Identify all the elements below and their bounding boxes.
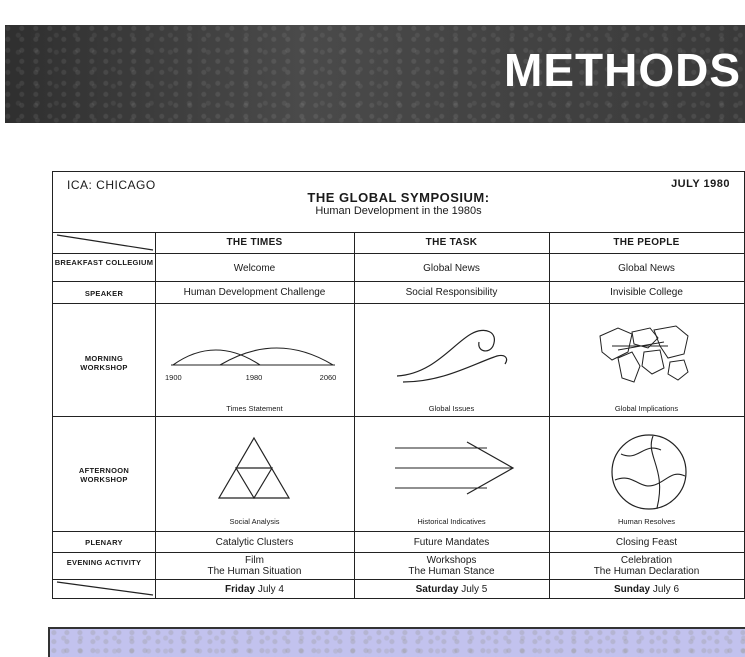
timeline-arcs-illustration — [165, 337, 345, 377]
triangle-illustration — [217, 436, 292, 502]
caption-global-implications: Global Implications — [614, 404, 679, 413]
row-label-evening: EVENING ACTIVITY — [66, 558, 142, 567]
evening-task-line1: Workshops — [426, 555, 477, 566]
arrow-illustration — [393, 440, 518, 496]
row-label-morning: MORNING WORKSHOP — [80, 354, 128, 372]
grid-line — [53, 579, 744, 580]
evening-task-line2: The Human Stance — [408, 566, 495, 577]
cell-evening-people — [549, 555, 744, 577]
day-date: July 5 — [461, 584, 488, 595]
document-date: JULY 1980 — [671, 178, 730, 190]
day-date: July 6 — [652, 584, 680, 595]
grid-line — [53, 281, 744, 282]
caption-global-issues: Global Issues — [428, 404, 475, 413]
cell-breakfast-people: Global News — [618, 263, 675, 274]
world-map-illustration — [598, 322, 693, 387]
grid-line — [53, 303, 744, 304]
footer-band — [48, 627, 745, 657]
cell-plenary-people: Closing Feast — [615, 537, 678, 548]
row-label-afternoon: AFTERNOON WORKSHOP — [78, 466, 130, 484]
evening-people-line2: The Human Declaration — [593, 566, 700, 577]
column-header-task: THE TASK — [425, 237, 478, 248]
wave-illustration — [393, 324, 513, 384]
caption-historical-indicatives: Historical Indicatives — [417, 517, 486, 526]
day-name: Saturday — [415, 584, 459, 595]
corner-diagonal — [53, 232, 155, 253]
corner-diagonal — [53, 579, 155, 598]
org-name: ICA: CHICAGO — [67, 178, 156, 192]
document-subtitle: Human Development in the 1980s — [315, 205, 482, 217]
caption-times-statement: Times Statement — [226, 404, 283, 413]
grid-line — [53, 531, 744, 532]
grid-line — [53, 253, 744, 254]
day-name: Sunday — [613, 584, 651, 595]
grid-line — [53, 552, 744, 553]
grid-line — [53, 232, 744, 233]
cell-breakfast-task: Global News — [423, 263, 480, 274]
day-name: Friday — [225, 584, 256, 595]
row-label-speaker: SPEAKER — [84, 289, 124, 298]
document-title: THE GLOBAL SYMPOSIUM: — [307, 190, 490, 205]
row-label-plenary: PLENARY — [85, 538, 123, 547]
timeline-mid: 1980 — [245, 373, 263, 382]
timeline-start: 1900 — [165, 373, 182, 382]
evening-times-line1: Film — [245, 555, 264, 566]
day-sunday — [549, 584, 744, 595]
cell-plenary-task: Future Mandates — [413, 537, 490, 548]
caption-social-analysis: Social Analysis — [229, 517, 280, 526]
grid-line — [53, 416, 744, 417]
caption-human-resolves: Human Resolves — [617, 517, 676, 526]
cell-speaker-task: Social Responsibility — [405, 287, 498, 298]
cell-evening-task — [354, 555, 549, 577]
cell-breakfast-times: Welcome — [233, 263, 276, 274]
evening-times-line2: The Human Situation — [207, 566, 302, 577]
day-saturday — [354, 584, 549, 595]
column-header-times: THE TIMES — [226, 237, 283, 248]
circle-illustration — [609, 432, 689, 512]
day-friday — [155, 584, 354, 595]
cell-plenary-times: Catalytic Clusters — [215, 537, 294, 548]
cell-speaker-people: Invisible College — [610, 287, 683, 298]
row-label-breakfast: BREAKFAST COLLEGIUM — [54, 258, 154, 267]
cell-evening-times — [155, 555, 354, 577]
cell-speaker-times: Human Development Challenge — [183, 287, 326, 298]
day-date: July 4 — [257, 584, 284, 595]
column-header-people: THE PEOPLE — [613, 237, 680, 248]
evening-people-line1: Celebration — [620, 555, 673, 566]
page-title: METHODS — [504, 44, 741, 96]
timeline-end: 2060 — [319, 373, 337, 382]
symposium-schedule — [52, 171, 745, 599]
